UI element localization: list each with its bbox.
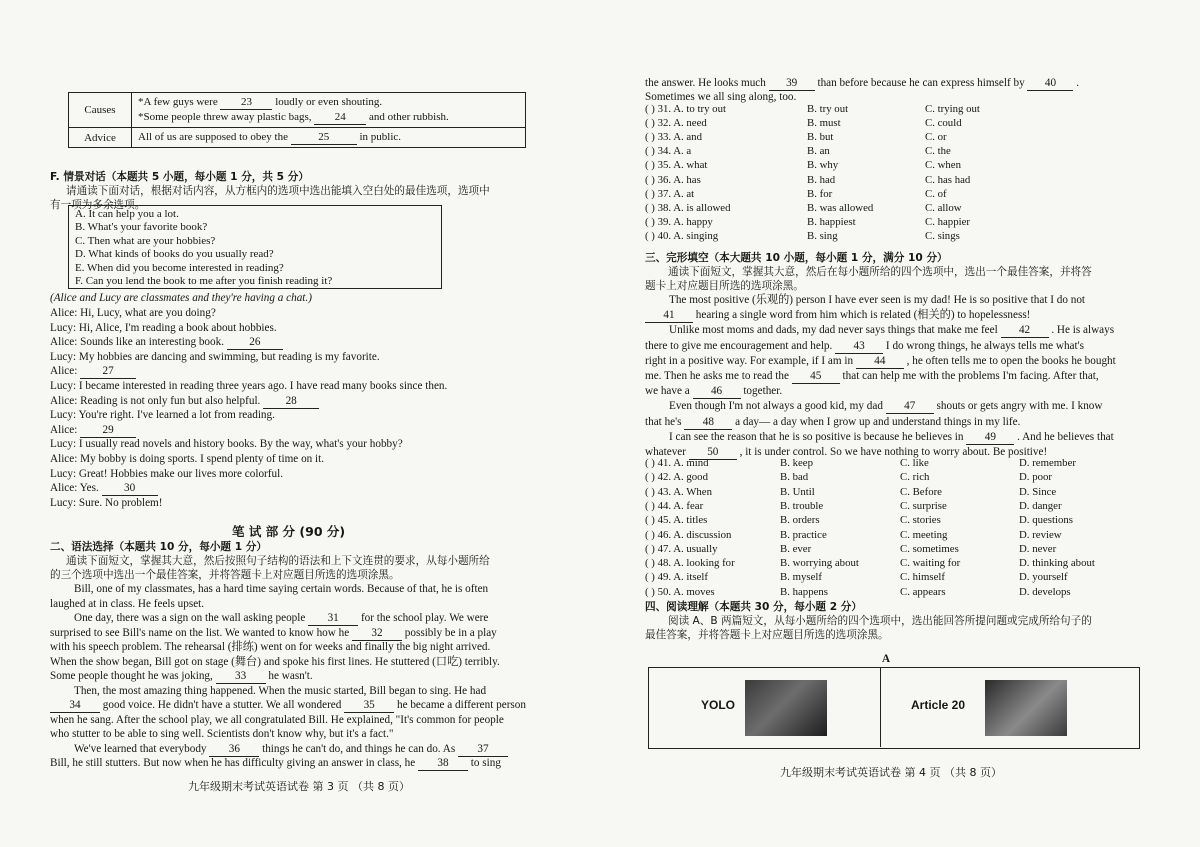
- section-4-title: 四、阅读理解（本题共 30 分，每小题 2 分）: [645, 601, 862, 613]
- choice-option: D. yourself: [1019, 571, 1068, 584]
- passage-line: [669, 323, 1114, 338]
- answer-blank: 32: [352, 627, 402, 641]
- dialogue-line: [50, 408, 275, 422]
- choice-option: D. danger: [1019, 499, 1062, 512]
- choice-option: ( ) 39. A. happy: [645, 215, 713, 228]
- answer-blank: 26: [227, 336, 283, 350]
- answer-blank: 37: [458, 743, 508, 757]
- choice-option: B. for: [807, 187, 833, 200]
- blank-24: 24: [314, 111, 366, 125]
- dialogue-line: [50, 321, 277, 335]
- dialogue-text: Lucy: You're right. I've learned a lot from reading.: [50, 409, 275, 422]
- passage-line: [50, 626, 497, 641]
- dialogue-line: [50, 423, 136, 438]
- passage-text: a day— a day when I grow up and understand things in my life.: [735, 415, 1021, 428]
- dialogue-text: Lucy: I usually read novels and history books. By the way, what's your hobby?: [50, 438, 403, 451]
- passage-line: [50, 727, 393, 741]
- dialogue-text: Alice:: [50, 423, 78, 436]
- choice-option: C. meeting: [900, 528, 948, 541]
- movie-posters: [648, 667, 1140, 749]
- causes-advice-table: [68, 92, 526, 148]
- option-item: D. What kinds of books do you usually read?: [75, 248, 274, 261]
- dialogue-text: Alice:: [50, 365, 78, 378]
- answer-blank: 50: [689, 446, 737, 460]
- passage-line: [50, 698, 526, 713]
- option-item: A. It can help you a lot.: [75, 208, 179, 220]
- passage-text: We've learned that everybody: [74, 742, 207, 755]
- section-3-instructions: 通读下面短文，掌握其大意，然后在每小题所给的四个选项中，选出一个最佳答案，并将答: [668, 266, 1092, 278]
- choice-option: C. himself: [900, 571, 945, 584]
- answer-blank: 41: [645, 309, 693, 323]
- dialogue-line: [50, 350, 380, 364]
- passage-line: [50, 597, 204, 611]
- choice-option: ( ) 33. A. and: [645, 131, 702, 144]
- table-row: [69, 128, 526, 148]
- choice-option: B. ever: [780, 542, 812, 555]
- poster-divider: [880, 667, 881, 747]
- dialogue-text: Lucy: Great! Hobbies make our lives more colorful.: [50, 467, 283, 480]
- table-label: Advice: [69, 128, 132, 148]
- choice-option: ( ) 47. A. usually: [645, 542, 718, 555]
- passage-text: , he often tells me to open the books he bought: [906, 354, 1116, 367]
- choice-option: B. orders: [780, 514, 820, 527]
- choice-option: B. why: [807, 159, 839, 172]
- choice-option: C. Before: [900, 485, 942, 498]
- answer-blank: 33: [216, 670, 266, 684]
- dialogue-line: [50, 364, 136, 379]
- choice-option: C. sings: [925, 229, 960, 242]
- passage-text: that he's: [645, 415, 682, 428]
- passage-line: [74, 611, 488, 626]
- poster-image: [745, 680, 827, 736]
- passage-line: [645, 354, 1116, 369]
- passage-text: when he sang. After the school play, we all congratulated Bill. He explained, "It's common for people: [50, 713, 504, 726]
- answer-blank: 46: [693, 385, 741, 399]
- dialogue-context: (Alice and Lucy are classmates and they're having a chat.): [50, 292, 312, 304]
- answer-blank: 45: [792, 370, 840, 384]
- passage-text: .: [1076, 77, 1080, 89]
- table-text: *A few guys were: [138, 96, 218, 108]
- choice-option: ( ) 41. A. mind: [645, 457, 709, 469]
- dialogue-line: [50, 335, 283, 350]
- section-f-instructions: 有一项为多余选项。: [50, 199, 146, 211]
- dialogue-line: [50, 467, 283, 481]
- choice-option: C. appears: [900, 585, 946, 598]
- answer-blank: 44: [856, 355, 904, 369]
- dialogue-text: Alice: Sounds like an interesting book.: [50, 336, 225, 349]
- choice-option: B. happiest: [807, 215, 856, 228]
- option-item: C. Then what are your hobbies?: [75, 234, 216, 247]
- passage-text: When the show began, Bill got on stage (舞台) and spoke his first lines. He stuttered (口吃) terribly.: [50, 655, 500, 668]
- choice-option: C. stories: [900, 514, 941, 527]
- dialogue-line: [50, 379, 447, 393]
- table-cell: [132, 93, 526, 128]
- choice-option: C. rich: [900, 471, 930, 484]
- passage-text: laughed at in class. He feels upset.: [50, 597, 205, 610]
- dialogue-text: Lucy: I became interested in reading three years ago. I have read many books since then.: [50, 380, 448, 392]
- choice-option: ( ) 37. A. at: [645, 187, 695, 200]
- section-4-instructions: 最佳答案，并将答题卡上对应题目所选的选项涂黑。: [645, 629, 889, 641]
- choice-option: ( ) 46. A. discussion: [645, 528, 732, 541]
- passage-text: Sometimes we all sing along, too.: [645, 91, 797, 103]
- passage-line: [74, 582, 488, 596]
- options-box: [68, 205, 442, 289]
- table-text: in public.: [359, 131, 402, 143]
- passage-text: Bill, he still stutters. But now when he has difficulty giving an answer in class, he: [50, 757, 416, 769]
- choice-option: B. an: [807, 145, 830, 158]
- section-2-title: 二、语法选择（本题共 10 分，每小题 1 分）: [50, 541, 267, 553]
- answer-blank: 49: [966, 431, 1014, 445]
- option-item: F. Can you lend the book to me after you finish reading it?: [75, 275, 333, 287]
- choice-option: B. myself: [780, 571, 822, 584]
- passage-text: than before because he can express himself by: [817, 77, 1025, 89]
- answer-blank: 27: [80, 365, 136, 379]
- passage-text: things he can't do, and things he can do. As: [262, 742, 456, 755]
- answer-blank: 28: [263, 395, 319, 409]
- passage-line: [50, 640, 490, 654]
- choice-option: ( ) 48. A. looking for: [645, 557, 735, 570]
- passage-text: , it is under control. So we have nothing to worry about. Be positive!: [739, 446, 1048, 458]
- passage-text: me. Then he asks me to read the: [645, 370, 789, 382]
- choice-option: C. allow: [925, 201, 962, 214]
- choice-option: ( ) 50. A. moves: [645, 585, 715, 598]
- dialogue-line: [50, 437, 403, 451]
- table-text: *Some people threw away plastic bags,: [138, 111, 312, 123]
- choice-option: B. bad: [780, 471, 809, 484]
- choice-option: D. poor: [1019, 471, 1052, 484]
- choice-option: B. but: [807, 131, 834, 144]
- dialogue-line: [50, 452, 324, 466]
- answer-blank: 40: [1027, 77, 1073, 91]
- dialogue-line: [50, 394, 319, 409]
- passage-text: Some people thought he was joking,: [50, 670, 213, 682]
- choice-option: ( ) 38. A. is allowed: [645, 201, 731, 214]
- answer-blank: 47: [886, 400, 934, 414]
- dialogue-line: [50, 306, 216, 320]
- passage-text: possibly be in a play: [404, 626, 497, 639]
- passage-text: the answer. He looks much: [645, 77, 766, 89]
- passage-line: [50, 756, 501, 771]
- passage-text: together.: [743, 385, 783, 398]
- passage-text: Then, the most amazing thing happened. When the music started, Bill began to sing. He had: [74, 684, 487, 697]
- choice-option: D. develops: [1019, 585, 1071, 598]
- passage-text: I do wrong things, he always tells me what's: [885, 339, 1084, 352]
- poster-title: Article 20: [911, 698, 966, 712]
- choice-option: B. keep: [780, 457, 813, 469]
- passage-line: [669, 293, 1085, 307]
- passage-line: [645, 76, 1079, 91]
- choice-option: ( ) 42. A. good: [645, 471, 708, 484]
- passage-text: he became a different person: [396, 699, 526, 711]
- choice-option: ( ) 35. A. what: [645, 159, 708, 172]
- answer-blank: 29: [80, 424, 136, 438]
- choice-option: ( ) 40. A. singing: [645, 229, 719, 242]
- choice-option: C. sometimes: [900, 542, 959, 555]
- passage-text: One day, there was a sign on the wall asking people: [74, 612, 306, 624]
- passage-line: [669, 430, 1114, 445]
- passage-line: [74, 742, 508, 757]
- passage-line: [50, 669, 313, 684]
- choice-option: B. practice: [780, 528, 827, 541]
- answer-blank: 38: [418, 757, 468, 771]
- dialogue-text: Lucy: My hobbies are dancing and swimming, but reading is my favorite.: [50, 350, 380, 363]
- answer-blank: 34: [50, 699, 100, 713]
- choice-option: C. like: [900, 457, 929, 469]
- dialogue-text: Alice: My bobby is doing sports. I spend plenty of time on it.: [50, 453, 325, 465]
- passage-text: The most positive (乐观的) person I have ever seen is my dad! He is so positive that I do not: [669, 294, 1086, 306]
- choice-option: ( ) 32. A. need: [645, 117, 707, 130]
- answer-blank: 36: [209, 743, 259, 757]
- dialogue-text: Alice: Yes.: [50, 482, 99, 495]
- section-3-title: 三、完形填空（本大题共 10 小题，每小题 1 分，满分 10 分）: [645, 252, 948, 264]
- table-text: All of us are supposed to obey the: [138, 131, 288, 143]
- choice-option: B. trouble: [780, 499, 824, 512]
- section-4-instructions: 阅读 A、B 两篇短文，从每小题所给的四个选项中，选出能回答所提问题或完成所给句子的: [668, 615, 1092, 627]
- option-item: B. What's your favorite book?: [75, 221, 208, 234]
- choice-option: ( ) 31. A. to try out: [645, 103, 726, 115]
- passage-line: [645, 384, 782, 399]
- choice-option: ( ) 43. A. When: [645, 485, 712, 498]
- table-text: and other rubbish.: [369, 111, 449, 123]
- passage-line: [645, 308, 1030, 323]
- dialogue-text: Lucy: Sure. No problem!: [50, 496, 163, 509]
- table-label: Causes: [69, 93, 132, 128]
- passage-line: [669, 399, 1102, 414]
- choice-option: C. surprise: [900, 499, 947, 512]
- blank-25: 25: [291, 131, 357, 145]
- choice-option: D. questions: [1019, 514, 1073, 527]
- passage-text: I can see the reason that he is so positive is because he believes in: [669, 430, 964, 443]
- section-3-instructions: 题卡上对应题目所选的选项涂黑。: [645, 280, 804, 292]
- option-item: E. When did you become interested in reading?: [75, 261, 284, 274]
- passage-text: surprised to see Bill's name on the list. We wanted to know how he: [50, 626, 350, 639]
- dialogue-text: Alice: Reading is not only fun but also helpful.: [50, 394, 261, 407]
- choice-option: ( ) 49. A. itself: [645, 571, 708, 584]
- choice-option: B. worrying about: [780, 557, 859, 570]
- answer-blank: 31: [308, 612, 358, 626]
- passage-text: he wasn't.: [268, 670, 313, 682]
- passage-text: Even though I'm not always a good kid, my dad: [669, 400, 883, 413]
- passage-text: who stutter to be able to sing well. Scientists don't know why, but it's a fact.": [50, 728, 394, 740]
- passage-line: [645, 90, 796, 104]
- choice-option: C. happier: [925, 215, 970, 228]
- choice-option: D. review: [1019, 528, 1062, 541]
- choice-option: C. could: [925, 117, 962, 130]
- passage-text: . He is always: [1051, 324, 1115, 337]
- passage-line: [50, 655, 500, 669]
- page-footer: 九年级期末考试英语试卷 第 3 页 （共 8 页）: [188, 780, 410, 793]
- written-section-title: 笔 试 部 分 (90 分): [232, 524, 346, 539]
- choice-option: B. was allowed: [807, 201, 874, 214]
- section-f-title: F. 情景对话（本题共 5 小题，每小题 1 分，共 5 分）: [50, 171, 309, 183]
- poster-image: [985, 680, 1067, 736]
- passage-text: we have a: [645, 385, 690, 398]
- passage-line: [74, 684, 486, 698]
- choice-option: C. when: [925, 159, 961, 172]
- choice-option: D. Since: [1019, 485, 1057, 498]
- dialogue-text: Lucy: Hi, Alice, I'm reading a book about hobbies.: [50, 321, 277, 334]
- choice-option: B. happens: [780, 585, 828, 598]
- choice-option: B. must: [807, 117, 841, 130]
- choice-option: C. the: [925, 145, 951, 158]
- passage-text: right in a positive way. For example, if I am in: [645, 354, 854, 367]
- dialogue-line: [50, 496, 162, 510]
- answer-blank: 30: [102, 482, 158, 496]
- answer-blank: 35: [344, 699, 394, 713]
- passage-text: that can help me with the problems I'm facing. After that,: [842, 370, 1099, 382]
- section-2-instructions: 通读下面短文，掌握其大意，然后按照句子结构的语法和上下文连贯的要求，从每小题所给: [66, 555, 490, 567]
- passage-text: Bill, one of my classmates, has a hard time saying certain words. Because of that, he is often: [74, 583, 489, 595]
- answer-blank: 43: [835, 340, 883, 354]
- choice-option: B. try out: [807, 103, 849, 115]
- dialogue-text: Alice: Hi, Lucy, what are you doing?: [50, 307, 216, 319]
- blank-23: 23: [220, 96, 272, 110]
- choice-option: B. sing: [807, 229, 838, 242]
- passage-line: [50, 713, 504, 727]
- passage-text: hearing a single word from him which is related (相关的) to hopelessness!: [695, 309, 1031, 322]
- choice-option: C. or: [925, 131, 947, 144]
- table-row: [69, 93, 526, 128]
- passage-line: [645, 415, 1020, 430]
- choice-option: ( ) 44. A. fear: [645, 499, 704, 512]
- passage-line: [645, 339, 1084, 354]
- choice-option: ( ) 36. A. has: [645, 173, 701, 186]
- answer-blank: 48: [684, 416, 732, 430]
- table-text: loudly or even shouting.: [275, 96, 383, 108]
- choice-option: C. of: [925, 187, 947, 200]
- poster-title: YOLO: [701, 698, 736, 712]
- choice-option: D. never: [1019, 542, 1057, 555]
- passage-text: Unlike most moms and dads, my dad never says things that make me feel: [669, 324, 998, 337]
- answer-blank: 42: [1001, 324, 1049, 338]
- section-f-instructions: 请通读下面对话，根据对话内容，从方框内的选项中选出能填入空白处的最佳选项，选项中: [66, 185, 490, 197]
- passage-text: for the school play. We were: [360, 612, 489, 624]
- answer-blank: 39: [769, 77, 815, 91]
- choice-option: C. waiting for: [900, 557, 961, 570]
- section-2-instructions: 的三个选项中选出一个最佳答案，并将答题卡上对应题目所选的选项涂黑。: [50, 569, 400, 581]
- choice-option: B. Until: [780, 485, 815, 498]
- passage-text: . And he believes that: [1017, 430, 1114, 443]
- poster-yolo: [649, 668, 893, 748]
- choice-option: C. has had: [925, 173, 971, 186]
- passage-text: to sing: [470, 757, 501, 769]
- choice-option: ( ) 45. A. titles: [645, 514, 708, 527]
- choice-option: B. had: [807, 173, 836, 186]
- passage-text: there to give me encouragement and help.: [645, 339, 833, 352]
- passage-text: good voice. He didn't have a stutter. We all wondered: [102, 699, 342, 711]
- choice-option: D. remember: [1019, 457, 1076, 469]
- choice-option: ( ) 34. A. a: [645, 145, 692, 158]
- page-footer: 九年级期末考试英语试卷 第 4 页 （共 8 页）: [780, 766, 1002, 779]
- passage-a-label: A: [882, 653, 891, 665]
- poster-article-20: [893, 668, 1137, 748]
- dialogue-line: [50, 481, 158, 496]
- passage-text: with his speech problem. The rehearsal (排练) went on for weeks and finally the big night arrived.: [50, 641, 491, 653]
- passage-text: whatever: [645, 446, 686, 458]
- passage-text: shouts or gets angry with me. I know: [936, 400, 1103, 413]
- choice-option: C. trying out: [925, 103, 980, 115]
- table-cell: [132, 128, 526, 148]
- passage-line: [645, 369, 1099, 384]
- choice-option: D. thinking about: [1019, 557, 1095, 570]
